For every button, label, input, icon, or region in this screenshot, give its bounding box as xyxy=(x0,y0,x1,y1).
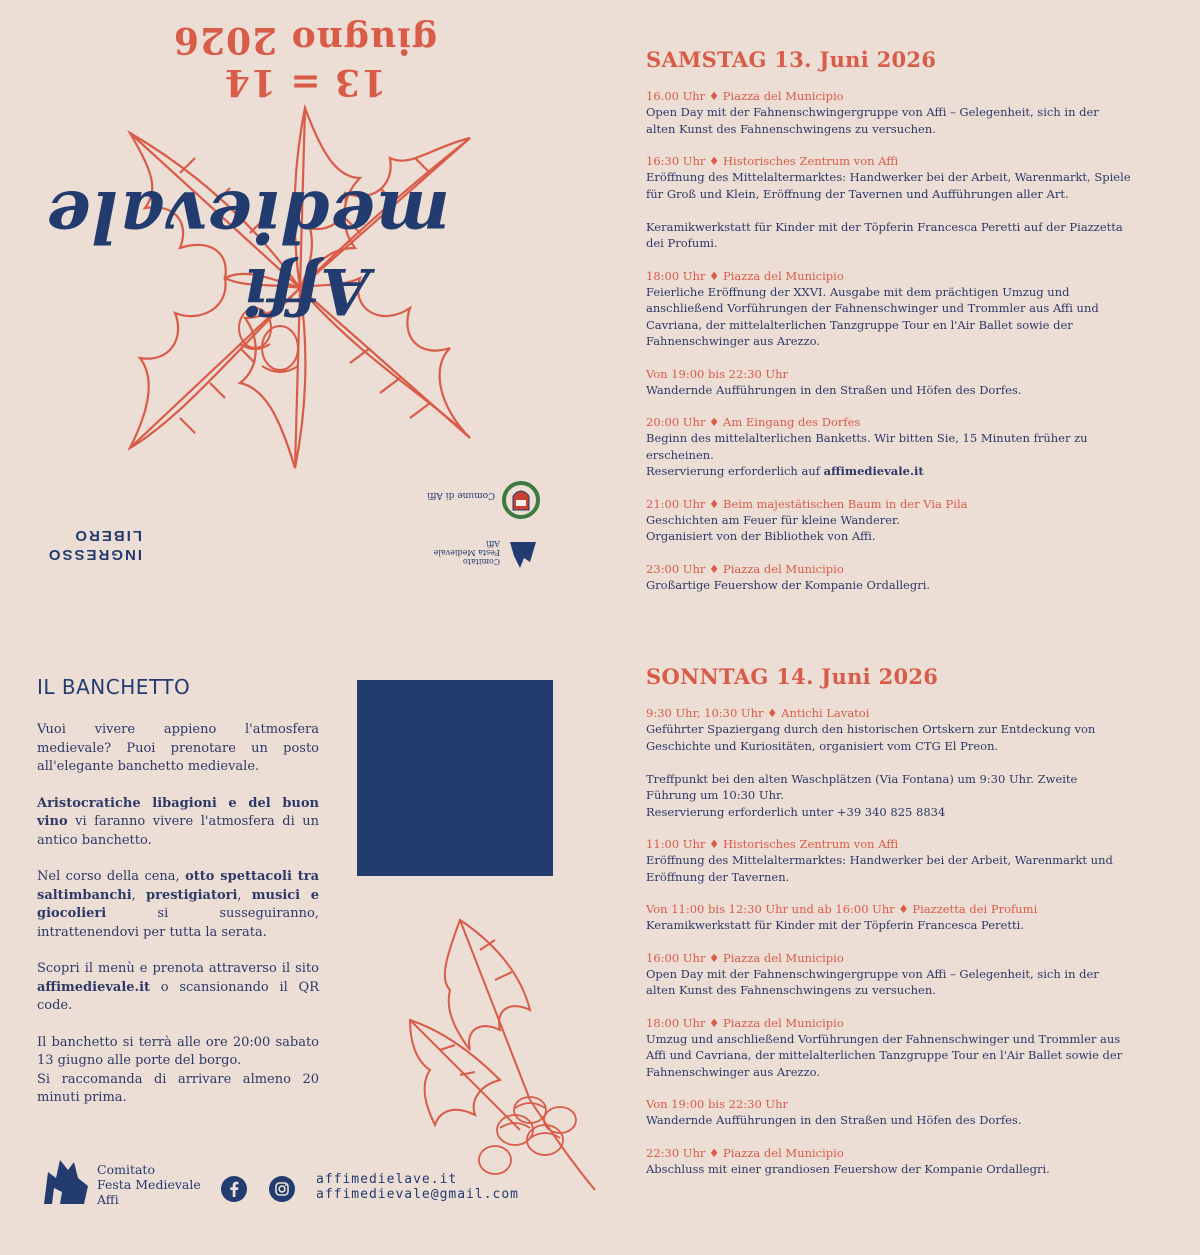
schedule-event xyxy=(646,496,1146,545)
event-time-location: 9:30 Uhr, 10:30 Uhr ♦ Antichi Lavatoi xyxy=(646,706,870,720)
free-entry-label xyxy=(47,526,142,564)
schedule-event xyxy=(646,836,1146,885)
footer-organization xyxy=(97,1162,201,1207)
sunday-events xyxy=(646,705,1146,1177)
sunday-schedule xyxy=(646,664,1146,1193)
facebook-icon[interactable] xyxy=(221,1176,247,1202)
event-description-line: Keramikwerkstatt für Kinder mit der Töpferin Francesca Peretti auf der Piazzetta xyxy=(646,219,1123,234)
event-description-line: Fahnenschwinger aus Arezzo. xyxy=(646,334,820,348)
event-description-line: alten Kunst des Fahnenschwingens zu versuchen. xyxy=(646,983,936,997)
schedule-event xyxy=(646,88,1146,137)
saturday-heading: SAMSTAG 13. Juni 2026 xyxy=(646,47,937,72)
oak-branch-acorns-illustration xyxy=(400,900,600,1200)
banchetto-p3-e: , xyxy=(237,887,252,903)
event-description-line: Keramikwerkstatt für Kinder mit der Töpferin Francesca Peretti. xyxy=(646,918,1024,932)
banchetto-paragraph-2 xyxy=(37,795,319,851)
sunday-heading: SONNTAG 14. Juni 2026 xyxy=(646,664,939,689)
event-description-line: Geschichte und Kuriositäten, organisiert vom CTG El Preon. xyxy=(646,738,999,753)
event-description-line: Führung um 10:30 Uhr. xyxy=(646,788,784,802)
event-description-line: Großartige Feuershow der Kompanie Ordallegri. xyxy=(646,577,931,592)
comune-label: Comune di Affi xyxy=(427,490,495,500)
event-description-line: Beginn des mittelalterlichen Banketts. Wir bitten Sie, 15 Minuten früher zu xyxy=(646,431,1088,445)
instagram-icon[interactable] xyxy=(269,1176,295,1202)
schedule-event xyxy=(646,950,1146,999)
event-description-line xyxy=(646,202,1146,219)
banchetto-p3-f: musici e giocolieri xyxy=(37,887,320,921)
footer-org-line3: Affi xyxy=(97,1192,119,1207)
reservation-prefix: Reservierung erforderlich auf xyxy=(646,464,824,478)
festa-label-line3: Affi xyxy=(486,539,500,548)
banchetto-p3-b: otto spettacoli tra saltimbanchi xyxy=(37,869,319,903)
event-description-line: dei Profumi. xyxy=(646,236,718,250)
cover-date: 13 = 14 giugno 2026 xyxy=(172,19,438,103)
schedule-event xyxy=(646,1145,1146,1178)
event-time-location: Von 19:00 bis 22:30 Uhr xyxy=(646,1097,789,1111)
event-time-location: Von 19:00 bis 22:30 Uhr xyxy=(646,366,789,381)
event-description-line: Cavriana, der mittelalterlichen Tanzgruppe Tour en l'Air Ballet sowie der xyxy=(646,317,1073,332)
event-description-line: Treffpunkt bei den alten Waschplätzen (Via Fontana) um 9:30 Uhr. Zweite xyxy=(646,771,1078,786)
schedule-event xyxy=(646,153,1146,252)
event-time-location: 16:30 Uhr ♦ Historisches Zentrum von Affi xyxy=(646,154,899,168)
event-description-line: für Groß und Klein, Eröffnung der Tavernen und Aufführungen aller Art. xyxy=(646,186,1069,201)
cover-title-line1: Affi xyxy=(243,253,370,328)
event-description-line: Eröffnung der Tavernen. xyxy=(646,869,790,884)
event-description-line: Eröffnung des Mittelaltermarktes: Handwerker bei der Arbeit, Warenmarkt und xyxy=(646,853,1113,867)
free-entry-line1: INGRESSO xyxy=(46,546,142,563)
event-description-line xyxy=(646,754,1146,771)
cover-title-line2: medievale xyxy=(45,175,450,258)
qr-code-placeholder[interactable] xyxy=(357,680,553,876)
free-entry-line2: LIBERO xyxy=(73,527,142,544)
banchetto-title: IL BANCHETTO xyxy=(37,675,191,699)
cover-inner xyxy=(0,0,600,628)
event-description-line: Wandernde Aufführungen in den Straßen und Höfen des Dorfes. xyxy=(646,382,1022,397)
event-description-line: Open Day mit der Fahnenschwingergruppe von Affi – Gelegenheit, sich in der xyxy=(646,105,1099,119)
event-description-line: Reservierung erforderlich unter +39 340 825 8834 xyxy=(646,804,946,819)
event-description-line: Abschluss mit einer grandiosen Feuershow der Kompanie Ordallegri. xyxy=(646,1161,1050,1176)
event-description-line: Affi und Cavriana, der mittelalterlichen Tanzgruppe Tour en l'Air Ballet sowie der xyxy=(646,1048,1123,1062)
footer-email-link[interactable]: affimedievale@gmail.com xyxy=(316,1187,520,1202)
footer-org-line2: Festa Medievale xyxy=(97,1177,201,1192)
cover-panel xyxy=(0,0,600,628)
schedule-event xyxy=(646,1096,1146,1129)
event-description-line: Geschichten am Feuer für kleine Wanderer. xyxy=(646,512,900,527)
festa-label-line2: Festa Medievale xyxy=(433,548,500,557)
event-time-location: 21:00 Uhr ♦ Beim majestätischen Baum in der Via Pila xyxy=(646,496,968,511)
schedule-event xyxy=(646,561,1146,594)
banchetto-p4-c: o scansionando il QR code. xyxy=(37,979,319,1013)
schedule-event xyxy=(646,414,1146,480)
schedule-event xyxy=(646,1015,1146,1081)
event-time-location: 18:00 Uhr ♦ Piazza del Municipio xyxy=(646,1015,844,1030)
event-time-location: 22:30 Uhr ♦ Piazza del Municipio xyxy=(646,1145,844,1160)
reservation-website-link[interactable]: affimedievale.it xyxy=(823,464,924,478)
banchetto-p4-a: Scopri il menù e prenota attraverso il sito xyxy=(37,961,319,976)
event-description-line: Feierliche Eröffnung der XXVI. Ausgabe mit dem prächtigen Umzug und xyxy=(646,284,1070,299)
banchetto-section xyxy=(37,675,319,1126)
schedule-event xyxy=(646,268,1146,350)
event-description-line: Umzug und anschließend Vorführungen der Fahnenschwinger und Trommler aus xyxy=(646,1031,1121,1046)
banchetto-p3-d: prestigiatori xyxy=(146,887,238,903)
festa-logo-icon xyxy=(506,538,540,572)
banchetto-p3-g: si susseguiranno, intrattenendovi per tutta la serata. xyxy=(37,906,319,940)
banchetto-paragraph-1: Vuoi vivere appieno l'atmosfera medievale? Puoi prenotare un posto all'elegante banchetto medievale. xyxy=(37,722,319,774)
event-description-line: Geführter Spaziergang durch den historischen Ortskern zur Entdeckung von xyxy=(646,722,1096,736)
banchetto-p3-c: , xyxy=(131,887,147,903)
event-time-location: 20:00 Uhr ♦ Am Eingang des Dorfes xyxy=(646,415,861,429)
event-description-line: Organisiert von der Bibliothek von Affi. xyxy=(646,529,876,543)
footer-org-line1: Comitato xyxy=(97,1162,155,1177)
event-description-line: Eröffnung des Mittelaltermarktes: Handwerker bei der Arbeit, Warenmarkt, Spiele xyxy=(646,170,1131,184)
event-reservation-line xyxy=(646,463,1146,480)
festa-label-line1: Comitato xyxy=(462,557,500,566)
event-time-location: 16.00 Uhr ♦ Piazza del Municipio xyxy=(646,89,844,103)
event-description-line: Open Day mit der Fahnenschwingergruppe von Affi – Gelegenheit, sich in der xyxy=(646,966,1099,981)
event-description-line: Wandernde Aufführungen in den Straßen und Höfen des Dorfes. xyxy=(646,1113,1022,1127)
banchetto-paragraph-6: Si raccomanda di arrivare almeno 20 minuti prima. xyxy=(37,1071,319,1105)
festa-label xyxy=(434,539,500,566)
banchetto-paragraph-4 xyxy=(37,960,319,1016)
banchetto-website-link[interactable]: affimedievale.it xyxy=(37,979,151,995)
schedule-event xyxy=(646,705,1146,820)
schedule-event xyxy=(646,366,1146,399)
footer-website-link[interactable]: affimedielave.it xyxy=(316,1172,458,1187)
saturday-schedule xyxy=(646,47,1146,609)
event-description-line: erscheinen. xyxy=(646,447,714,462)
event-description-line: alten Kunst des Fahnenschwingens zu versuchen. xyxy=(646,121,936,136)
saturday-events xyxy=(646,88,1146,593)
banchetto-p2-rest: vi faranno vivere l'atmosfera di un antico banchetto. xyxy=(37,814,319,848)
event-time-location: Von 11:00 bis 12:30 Uhr und ab 16:00 Uhr ♦ Piazzetta dei Profumi xyxy=(646,902,1038,916)
banchetto-p2-bold: Aristocratiche libagioni e del buon vino xyxy=(37,795,319,829)
event-time-location: 23:00 Uhr ♦ Piazza del Municipio xyxy=(646,561,844,576)
comune-crest-icon xyxy=(502,480,540,520)
event-time-location: 16:00 Uhr ♦ Piazza del Municipio xyxy=(646,950,844,965)
event-time-location: 11:00 Uhr ♦ Historisches Zentrum von Affi xyxy=(646,837,899,851)
festa-medievale-logo-icon xyxy=(38,1152,94,1208)
banchetto-p3-a: Nel corso della cena, xyxy=(37,869,186,884)
banchetto-paragraph-3 xyxy=(37,868,319,942)
event-time-location: 18:00 Uhr ♦ Piazza del Municipio xyxy=(646,268,844,283)
schedule-event xyxy=(646,901,1146,934)
event-description-line: Fahnenschwinger aus Arezzo. xyxy=(646,1064,820,1079)
banchetto-paragraph-5: Il banchetto si terrà alle ore 20:00 sabato 13 giugno alle porte del borgo. xyxy=(37,1034,319,1068)
event-description-line: anschließend Vorführungen der Fahnenschwinger und Trommler aus Affi und xyxy=(646,301,1099,315)
